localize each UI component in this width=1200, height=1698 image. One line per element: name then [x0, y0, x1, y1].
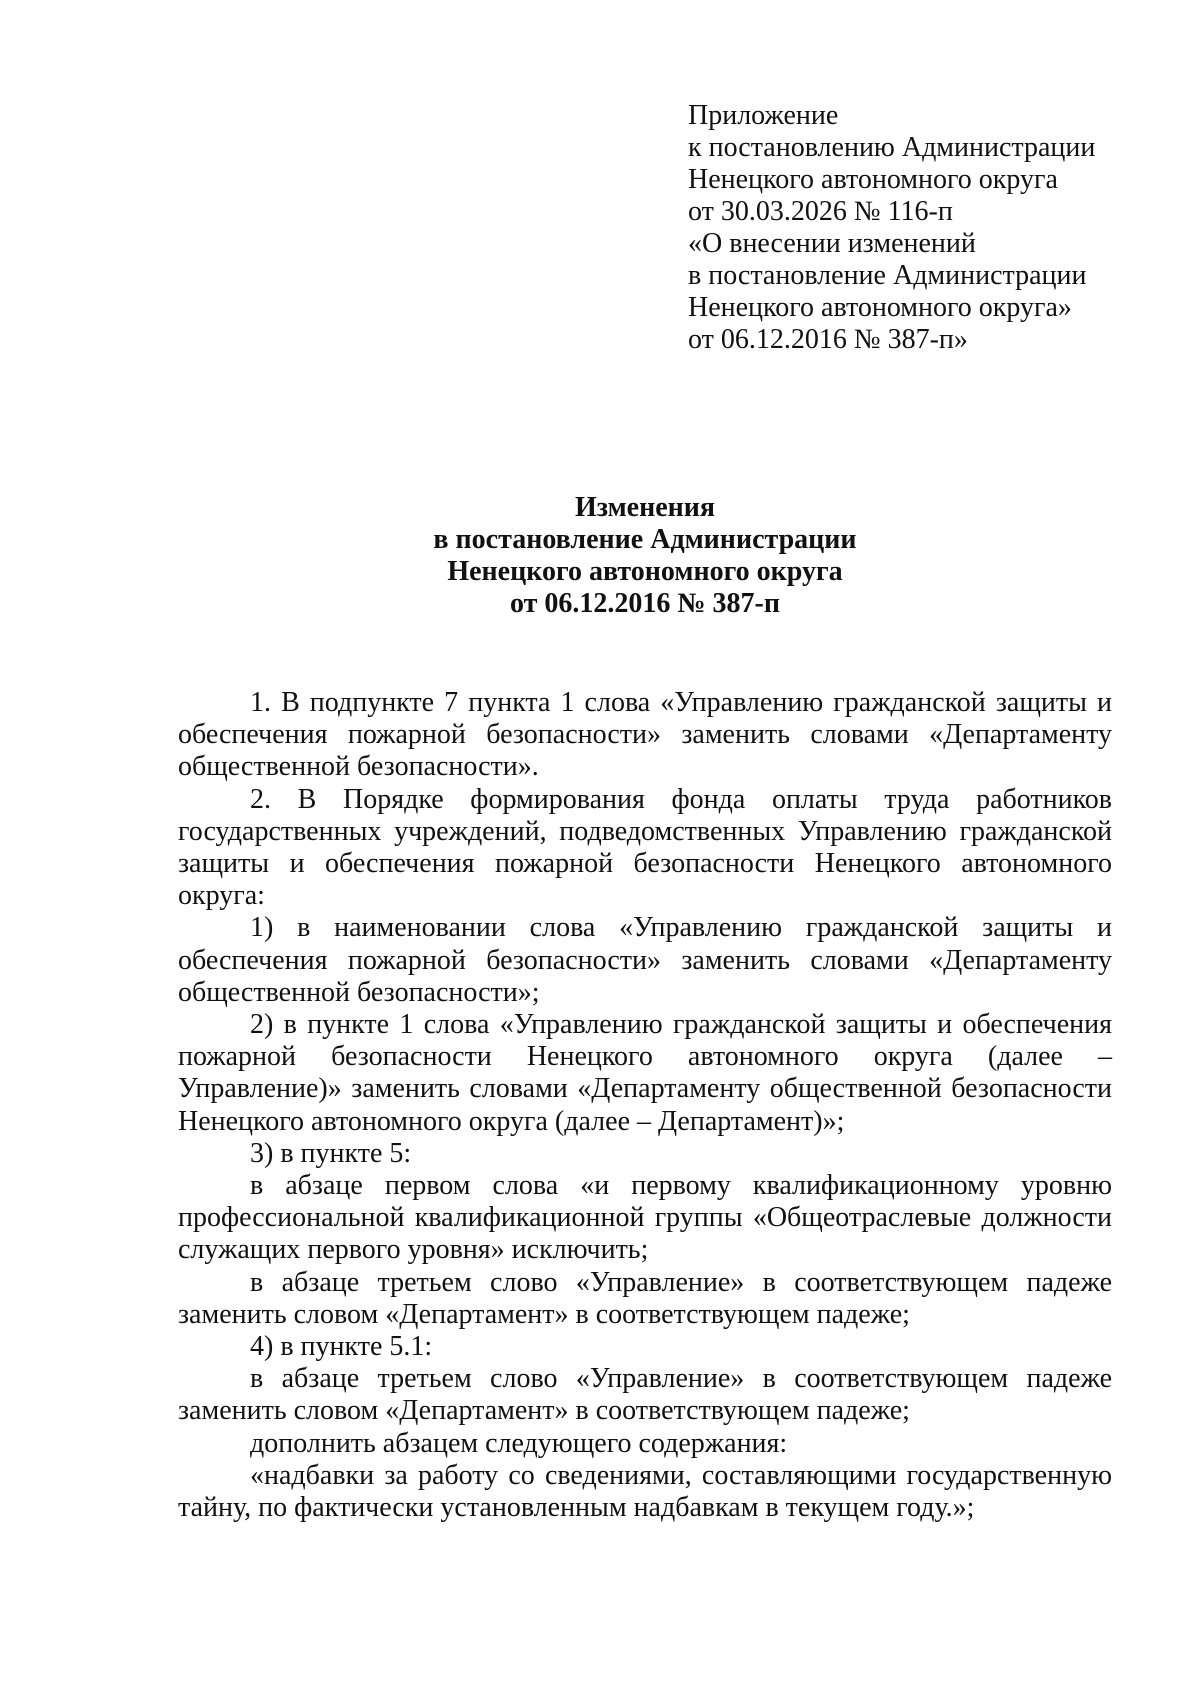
paragraph: дополнить абзацем следующего содержания: — [250, 1427, 788, 1459]
paragraph: в абзаце первом слова «и первому квалификационному уровню профессиональной квалификационной группы «Общеотраслевые должности служащих первого уровня» исключить; — [178, 1170, 1112, 1266]
document-body — [178, 687, 1112, 1524]
attachment-line: «О внесении изменений — [688, 228, 976, 259]
paragraph: в абзаце третьем слово «Управление» в соответствующем падеже заменить словом «Департамент» в соответствующем падеже; — [178, 1363, 1112, 1427]
paragraph: 4) в пункте 5.1: — [250, 1331, 433, 1363]
attachment-line: к постановлению Администрации — [688, 132, 1096, 163]
attachment-block — [688, 100, 1158, 356]
paragraph: «надбавки за работу со сведениями, составляющими государственную тайну, по фактически установленным надбавкам в текущем году.»; — [178, 1459, 1112, 1524]
paragraph: 1) в наименовании слова «Управлению гражданской защиты и обеспечения пожарной безопасности» заменить словами «Департаменту общественной безопасности»; — [178, 912, 1112, 1008]
paragraph: 3) в пункте 5: — [250, 1137, 412, 1169]
attachment-line: от 06.12.2016 № 387-п» — [688, 324, 968, 355]
document-title — [178, 492, 1112, 620]
attachment-line: Ненецкого автономного округа» — [688, 292, 1072, 323]
title-line: в постановление Администрации — [433, 524, 857, 555]
attachment-line: Приложение — [688, 100, 839, 131]
paragraph: 1. В подпункте 7 пункта 1 слова «Управлению гражданской защиты и обеспечения пожарной безопасности» заменить словами «Департаменту общественной безопасности». — [178, 687, 1112, 783]
title-line: от 06.12.2016 № 387-п — [510, 588, 780, 619]
attachment-line: в постановление Администрации — [688, 260, 1087, 291]
title-line: Изменения — [574, 492, 716, 523]
attachment-line: от 30.03.2026 № 116-п — [688, 196, 953, 227]
paragraph: 2. В Порядке формирования фонда оплаты труда работников государственных учреждений, подведомственных Управлению гражданской защиты и обеспечения пожарной безопасности Ненецкого автономного округа: — [178, 783, 1112, 912]
title-line: Ненецкого автономного округа — [447, 556, 843, 587]
attachment-line: Ненецкого автономного округа — [688, 164, 1058, 195]
paragraph: 2) в пункте 1 слова «Управлению гражданской защиты и обеспечения пожарной безопасности Ненецкого автономного округа (далее – Управление)» заменить словами «Департаменту общественной безопасности Ненецкого автономного округа (далее – Департамент)»; — [178, 1009, 1112, 1137]
paragraph: в абзаце третьем слово «Управление» в соответствующем падеже заменить словом «Департамент» в соответствующем падеже; — [178, 1266, 1112, 1330]
